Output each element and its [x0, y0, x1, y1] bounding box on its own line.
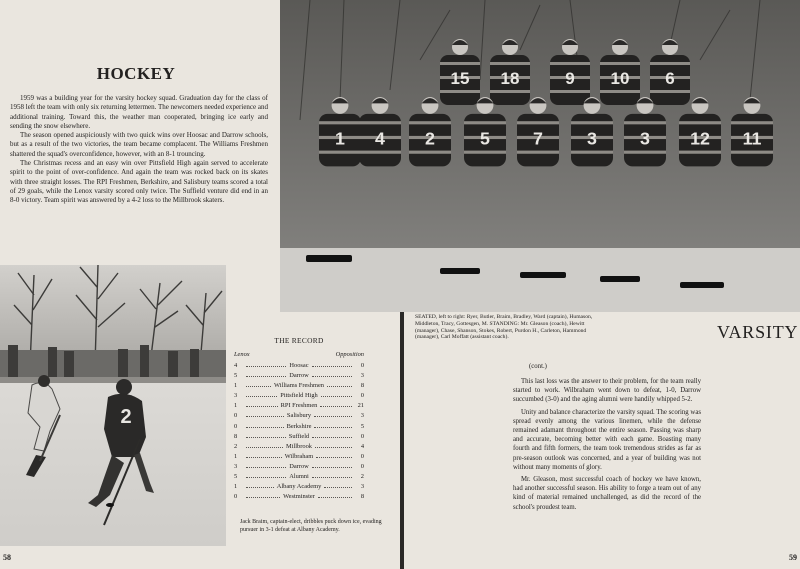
jersey-stripe	[464, 151, 506, 154]
lenox-score: 0	[234, 493, 238, 501]
dot-leader	[312, 473, 352, 478]
opponent-name: Wilbraham	[284, 452, 314, 460]
opponent-score: 3	[360, 412, 364, 420]
hockey-article	[10, 94, 268, 206]
dot-leader	[312, 433, 352, 438]
jersey-stripe	[409, 151, 451, 154]
record-row	[234, 483, 364, 493]
varsity-heading: VARSITY	[717, 322, 799, 342]
opponent-name: Darrow	[289, 462, 309, 470]
opponent-score: 8	[360, 493, 365, 501]
opponent-name: Suffield	[288, 432, 310, 440]
dot-leader	[312, 372, 352, 377]
dot-leader	[246, 362, 286, 367]
team-photo-caption: SEATED, left to right: Ryer, Butler, Braim, Bradley, Ward (captain), Humason, Middleton, Tracy, Gottesgen, M. STANDING: Mr. Gleason (coach), Hewitt (manager), Chase, Shanson, Stokes, Robert, Purdon H., Carleton, Hammond (manager), Carl Moffatt (assistant coach).	[415, 314, 593, 341]
dot-leader	[321, 392, 352, 397]
jersey-number: 1	[335, 128, 345, 149]
jersey-stripe	[319, 151, 361, 154]
jersey-stripe	[440, 62, 480, 65]
continued-label: (cont.)	[529, 363, 547, 370]
opponent-score: 0	[360, 452, 364, 460]
dot-leader	[246, 423, 284, 428]
dot-leader	[246, 463, 286, 468]
action-photo-caption: Jack Braim, captain-elect, dribbles puck down ice, evading pursuer in 3-1 defeat at Albany Academy.	[240, 519, 382, 533]
jersey-stripe	[624, 151, 666, 154]
opponent-name: Millbrook	[286, 442, 312, 450]
jersey-stripe	[409, 121, 451, 124]
dot-leader	[246, 412, 284, 417]
dot-leader	[327, 382, 352, 387]
jersey-number: 6	[665, 69, 675, 88]
jersey-stripe	[731, 151, 773, 154]
hockey-headline: HOCKEY	[96, 64, 176, 83]
record-row	[234, 433, 364, 443]
jersey-number: 4	[375, 128, 385, 149]
varsity-article	[513, 377, 701, 515]
jersey-stripe	[359, 121, 401, 124]
jersey-number: 7	[533, 128, 543, 149]
article-paragraph: Unity and balance characterize the varsity squad. The scoring was spread evenly among the various linemen, while the defense remained adamant throughout the entire season. Passing was sharp and accurate, becoming better with each game. Boasting many fourth and fifth formers, the team took tremendous strides as far as pre-season outlook was concerned, and a year of building was not without many moments of glory.	[513, 408, 701, 471]
opponent-name: Hoosac	[289, 362, 309, 369]
page-number-right: 59	[789, 553, 797, 562]
record-row	[234, 423, 364, 433]
opponent-score: 21	[357, 402, 364, 410]
opponent-score: 0	[360, 432, 365, 440]
article-paragraph: Mr. Gleason, most successful coach of hockey we have known, had another successful season. His ability to forge a team out of any kind of material remained unchallenged, as did the record of the school's proudest team.	[513, 476, 701, 511]
jersey-stripe	[679, 151, 721, 154]
action-photo	[0, 265, 226, 546]
opponent-score: 0	[360, 462, 364, 470]
jersey-stripe	[517, 121, 559, 124]
dot-leader	[246, 483, 274, 488]
lenox-score: 5	[234, 372, 238, 380]
record-rows	[234, 362, 364, 503]
jersey-stripe	[440, 90, 480, 93]
opponent-name: Berkshire	[286, 422, 312, 430]
jersey-number: 18	[500, 69, 520, 88]
jersey-number: 12	[690, 128, 710, 149]
article-paragraph: The Christmas recess and an easy win over Pittsfield High again served to accelerate spirit to the point of over-confidence. And again the team was rocked back on its skates with three straight losses. The RPI Freshmen, Berkshire, and Salisbury teams scored a total of 29 goals, while the Lenox varsity scored only twice. The Suffield venture did end in an 8-0 victory. Team spirit was answered by a 4-2 loss to the Millbrook skaters.	[10, 159, 268, 205]
lenox-score: 1	[234, 452, 238, 460]
season-record	[234, 336, 364, 503]
jersey-stripe	[550, 90, 590, 93]
team-photo	[280, 0, 800, 312]
opponent-score: 0	[360, 392, 364, 400]
dot-leader	[312, 362, 352, 367]
jersey-stripe	[571, 151, 613, 154]
jersey-stripe	[600, 62, 640, 65]
record-row	[234, 463, 364, 473]
jersey-number: 3	[640, 128, 650, 149]
column-opposition: Opposition	[335, 351, 364, 358]
dot-leader	[316, 453, 352, 458]
article-paragraph: 1959 was a building year for the varsity hockey squad. Graduation day for the class of 1958 left the team with only six returning lettermen. The newcomers needed experience and additional training. Toward this, the weather man cooperated, bringing ice early and sending the snow elsewhere.	[10, 94, 269, 130]
jersey-stripe	[650, 90, 690, 93]
record-row	[234, 493, 364, 503]
opponent-name: Darrow	[289, 372, 309, 380]
record-column-headers	[234, 351, 364, 358]
jersey-stripe	[319, 121, 361, 124]
dot-leader	[314, 412, 352, 417]
record-title: THE RECORD	[274, 336, 324, 345]
jersey-stripe	[731, 121, 773, 124]
action-jersey-number: 2	[120, 406, 132, 428]
column-lenox: Lenox	[234, 351, 250, 358]
jersey-number: 3	[587, 128, 597, 149]
lenox-score: 3	[234, 462, 238, 470]
lenox-score: 1	[234, 483, 238, 491]
record-row	[234, 443, 364, 453]
lenox-score: 1	[234, 402, 238, 410]
jersey-number: 11	[742, 128, 762, 149]
dot-leader	[320, 402, 352, 407]
opponent-score: 3	[360, 372, 364, 380]
dot-leader	[312, 463, 352, 468]
jersey-stripe	[650, 62, 690, 65]
lenox-score: 4	[234, 362, 238, 369]
opponent-name: Westminster	[283, 493, 315, 501]
opponent-score: 0	[360, 362, 365, 369]
opponent-name: Salisbury	[286, 412, 312, 420]
dot-leader	[246, 493, 280, 498]
dot-leader	[246, 433, 286, 438]
record-row	[234, 412, 364, 422]
jersey-number: 5	[480, 128, 490, 149]
opponent-score: 2	[360, 473, 364, 481]
lenox-score: 0	[234, 422, 238, 430]
opponent-name: Williams Freshmen	[274, 382, 324, 390]
record-row	[234, 362, 364, 372]
dot-leader	[314, 423, 352, 428]
opponent-score: 4	[360, 442, 365, 450]
jersey-stripe	[571, 121, 613, 124]
dot-leader	[315, 443, 352, 448]
jersey-stripe	[679, 121, 721, 124]
dot-leader	[246, 382, 271, 387]
dot-leader	[246, 453, 282, 458]
jersey-number: 15	[450, 69, 470, 88]
opponent-name: RPI Freshmen	[280, 402, 318, 410]
dot-leader	[246, 392, 277, 397]
record-row	[234, 453, 364, 463]
opponent-name: Alumni	[289, 473, 309, 481]
opponent-name: Albany Academy	[276, 483, 322, 491]
dot-leader	[246, 443, 283, 448]
jersey-stripe	[464, 121, 506, 124]
team-photo-image	[280, 0, 800, 312]
opponent-score: 8	[360, 382, 365, 390]
jersey-stripe	[359, 151, 401, 154]
jersey-stripe	[490, 62, 530, 65]
opponent-score: 5	[360, 422, 365, 430]
record-row	[234, 402, 364, 412]
jersey-number: 10	[610, 69, 630, 88]
jersey-stripe	[517, 151, 559, 154]
jersey-stripe	[624, 121, 666, 124]
jersey-number: 9	[565, 69, 575, 88]
opponent-name: Pittsfield High	[280, 392, 318, 400]
article-paragraph: The season opened auspiciously with two quick wins over Hoosac and Darrow schools, but as a result of the two victories, the team became complacent. The Williams Freshmen shattered the squad's overconfidence, however, with an 8-1 trouncing.	[10, 131, 268, 158]
dot-leader	[246, 402, 278, 407]
page-number-left: 58	[3, 553, 11, 562]
dot-leader	[246, 372, 286, 377]
opponent-score: 3	[360, 483, 365, 491]
lenox-score: 3	[234, 392, 238, 400]
lenox-score: 2	[234, 442, 238, 450]
jersey-stripe	[490, 90, 530, 93]
dot-leader	[324, 483, 352, 488]
jersey-stripe	[600, 90, 640, 93]
dot-leader	[318, 493, 352, 498]
dot-leader	[246, 473, 286, 478]
record-row	[234, 372, 364, 382]
article-paragraph: This last loss was the answer to their problem, for the team really started to work. Wilbraham went down to defeat, 1-0, Darrow succumbed (3-0) and the aging alumni were handily whipped 5-2.	[513, 378, 701, 404]
jersey-number: 2	[425, 128, 435, 149]
front-row-players	[319, 97, 773, 166]
lenox-score: 8	[234, 432, 238, 440]
lenox-score: 5	[234, 473, 238, 481]
record-row	[234, 473, 364, 483]
record-row	[234, 382, 364, 392]
lenox-score: 1	[234, 382, 238, 390]
record-row	[234, 392, 364, 402]
jersey-stripe	[550, 62, 590, 65]
action-photo-image	[0, 265, 226, 546]
lenox-score: 0	[234, 412, 238, 420]
